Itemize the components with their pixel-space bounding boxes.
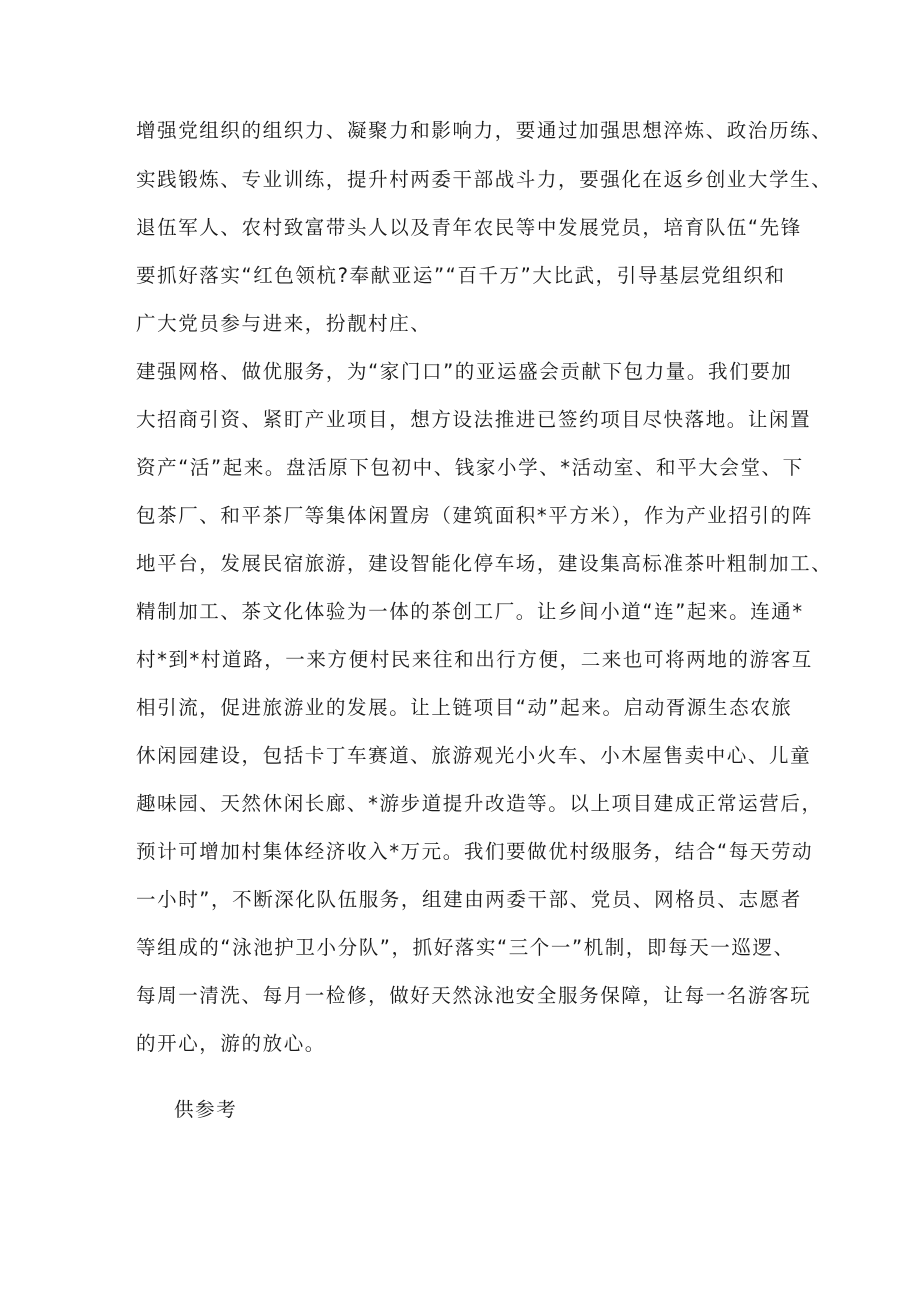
body-line-15: 趣味园、天然休闲长廊、*游步道提升改造等。以上项目建成正常运营后，: [136, 792, 823, 815]
body-line-2: 实践锻炼、专业训练，提升村两委干部战斗力，要强化在返乡创业大学生、: [136, 168, 833, 191]
body-line-12: 村*到*村道路，一来方便村民来往和出行方便，二来也可将两地的游客互: [136, 648, 813, 671]
body-line-14: 休闲园建设，包括卡丁车赛道、旅游观光小火车、小木屋售卖中心、儿童: [136, 744, 812, 767]
body-line-5: 广大党员参与进来，扮靓村庄、: [136, 312, 432, 335]
body-line-6: 建强网格、做优服务，为“家门口”的亚运盛会贡献下包力量。我们要加: [136, 360, 793, 383]
body-line-18: 等组成的“泳池护卫小分队”，抓好落实“三个一”机制，即每天一巡逻、: [136, 936, 795, 959]
body-line-13: 相引流，促进旅游业的发展。让上链项目“动”起来。启动胥源生态农旅: [136, 696, 793, 719]
body-line-19: 每周一清洗、每月一检修，做好天然泳池安全服务保障，让每一名游客玩: [136, 984, 812, 1007]
body-line-16: 预计可增加村集体经济收入*万元。我们要做优村级服务，结合“每天劳动: [136, 840, 814, 863]
body-line-17: 一小时”，不断深化队伍服务，组建由两委干部、党员、网格员、志愿者: [136, 888, 802, 911]
body-line-10: 地平台，发展民宿旅游，建设智能化停车场，建设集高标准茶叶粗制加工、: [136, 552, 833, 575]
closing-note: 供参考: [174, 1098, 238, 1121]
body-line-11: 精制加工、茶文化体验为一体的茶创工厂。让乡间小道“连”起来。连通*: [136, 600, 804, 623]
body-line-1: 增强党组织的组织力、凝聚力和影响力，要通过加强思想淬炼、政治历练、: [136, 119, 833, 142]
body-line-9: 包茶厂、和平茶厂等集体闲置房（建筑面积*平方米），作为产业招引的阵: [136, 504, 813, 527]
body-line-20: 的开心，游的放心。: [136, 1032, 326, 1055]
body-line-4: 要抓好落实“红色领杭?奉献亚运”“百千万”大比武，引导基层党组织和: [136, 264, 786, 287]
body-line-8: 资产“活”起来。盘活原下包初中、钱家小学、*活动室、和平大会堂、下: [136, 456, 804, 479]
body-line-3: 退伍军人、农村致富带头人以及青年农民等中发展党员，培育队伍“先锋: [136, 216, 802, 239]
body-line-7: 大招商引资、紧盯产业项目，想方设法推进已签约项目尽快落地。让闲置: [136, 408, 812, 431]
